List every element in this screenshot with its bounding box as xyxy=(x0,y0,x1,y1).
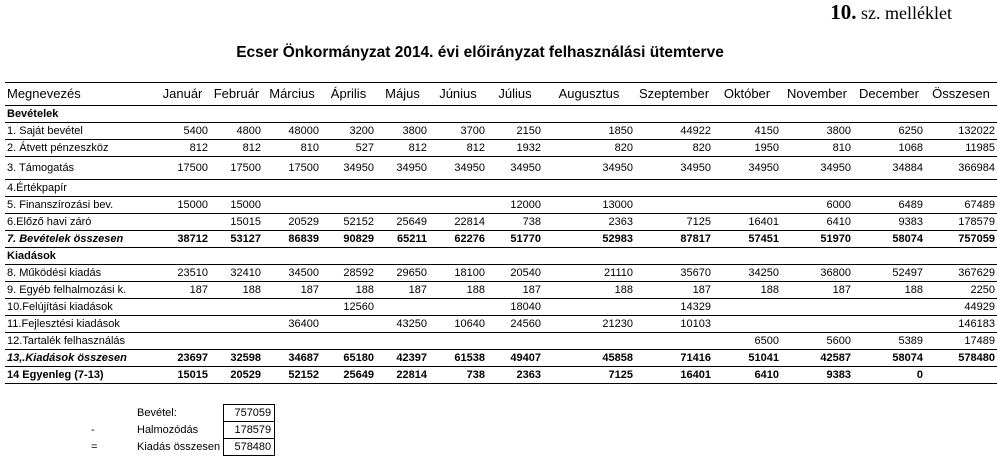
table-cell: 6489 xyxy=(853,197,925,214)
table-row xyxy=(5,123,997,140)
table-cell: 3700 xyxy=(429,123,487,140)
annex-number: 10. xyxy=(830,0,857,24)
table-cell xyxy=(376,248,429,265)
table-cell: 34950 xyxy=(543,157,635,180)
table-cell xyxy=(713,316,781,333)
table-cell: 3800 xyxy=(781,123,853,140)
table-cell: 187 xyxy=(781,282,853,299)
column-header: Július xyxy=(487,83,543,106)
table-cell: 61538 xyxy=(429,350,487,367)
table-cell xyxy=(429,106,487,123)
table-cell: 1950 xyxy=(713,140,781,157)
table-cell: 5389 xyxy=(853,333,925,350)
table-cell xyxy=(376,299,429,316)
table-cell: 812 xyxy=(210,140,263,157)
table-cell: 527 xyxy=(321,140,376,157)
table-cell xyxy=(543,248,635,265)
summary-label: Bevétel: xyxy=(137,407,177,419)
table-cell: 29650 xyxy=(376,265,429,282)
table-cell: 51770 xyxy=(487,231,543,248)
table-cell xyxy=(635,180,713,197)
table-cell: 22814 xyxy=(376,367,429,384)
row-label: 11.Fejlesztési kiadások xyxy=(5,316,155,333)
row-label: 4.Értékpapír xyxy=(5,180,155,197)
table-row xyxy=(5,333,997,350)
table-cell: 812 xyxy=(429,140,487,157)
table-cell: 34687 xyxy=(263,350,321,367)
table-cell: 42397 xyxy=(376,350,429,367)
table-cell xyxy=(155,316,210,333)
table-cell: 23697 xyxy=(155,350,210,367)
table-cell: 44929 xyxy=(925,299,997,316)
table-cell: 21110 xyxy=(543,265,635,282)
table-cell: 16401 xyxy=(713,214,781,231)
table-cell: 367629 xyxy=(925,265,997,282)
table-cell: 188 xyxy=(321,282,376,299)
table-cell xyxy=(263,106,321,123)
table-row xyxy=(5,157,997,180)
summary-value: 578480 xyxy=(224,439,275,456)
budget-table xyxy=(5,82,997,384)
table-cell: 6410 xyxy=(713,367,781,384)
row-label: 7. Bevételek összesen xyxy=(5,231,155,248)
table-cell: 178579 xyxy=(925,214,997,231)
column-header: Március xyxy=(263,83,321,106)
table-cell: 16401 xyxy=(635,367,713,384)
table-cell xyxy=(429,299,487,316)
table-row xyxy=(5,106,997,123)
table-cell: 578480 xyxy=(925,350,997,367)
table-cell xyxy=(155,180,210,197)
summary-label: Kiadás összesen xyxy=(137,441,221,453)
table-cell xyxy=(155,214,210,231)
table-cell: 7125 xyxy=(543,367,635,384)
table-cell: 34950 xyxy=(781,157,853,180)
table-cell: 49407 xyxy=(487,350,543,367)
table-cell: 187 xyxy=(155,282,210,299)
table-cell: 34500 xyxy=(263,265,321,282)
table-cell xyxy=(853,106,925,123)
table-cell xyxy=(853,248,925,265)
table-cell: 25649 xyxy=(321,367,376,384)
table-cell: 188 xyxy=(210,282,263,299)
table-cell: 187 xyxy=(487,282,543,299)
table-cell xyxy=(155,299,210,316)
table-cell xyxy=(635,106,713,123)
table-row xyxy=(5,316,997,333)
table-row xyxy=(5,299,997,316)
table-cell xyxy=(376,106,429,123)
table-cell: 187 xyxy=(376,282,429,299)
table-cell: 188 xyxy=(853,282,925,299)
summary-row xyxy=(88,422,275,439)
table-cell xyxy=(376,197,429,214)
table-cell: 52152 xyxy=(321,214,376,231)
table-cell xyxy=(429,180,487,197)
table-cell xyxy=(925,367,997,384)
table-cell xyxy=(210,333,263,350)
table-cell: 24560 xyxy=(487,316,543,333)
table-cell: 7125 xyxy=(635,214,713,231)
table-cell: 58074 xyxy=(853,350,925,367)
table-cell: 34884 xyxy=(853,157,925,180)
table-cell: 20529 xyxy=(210,367,263,384)
table-cell xyxy=(781,299,853,316)
row-label: 2. Átvett pénzeszköz xyxy=(5,140,155,157)
page-title: Ecser Önkormányzat 2014. évi előirányzat felhasználási ütemterve xyxy=(236,44,724,61)
row-label: 8. Működési kiadás xyxy=(5,265,155,282)
summary-value: 757059 xyxy=(224,405,275,422)
table-cell: 1068 xyxy=(853,140,925,157)
table-cell: 58074 xyxy=(853,231,925,248)
table-cell xyxy=(635,333,713,350)
table-row xyxy=(5,231,997,248)
table-cell: 36400 xyxy=(263,316,321,333)
table-cell: 17500 xyxy=(263,157,321,180)
table-cell: 52983 xyxy=(543,231,635,248)
table-cell: 366984 xyxy=(925,157,997,180)
table-cell: 34950 xyxy=(429,157,487,180)
table-cell xyxy=(210,180,263,197)
table-row xyxy=(5,248,997,265)
table-cell: 6000 xyxy=(781,197,853,214)
table-cell: 32598 xyxy=(210,350,263,367)
table-cell: 51970 xyxy=(781,231,853,248)
table-cell: 146183 xyxy=(925,316,997,333)
table-cell: 34950 xyxy=(376,157,429,180)
table-cell xyxy=(543,106,635,123)
table-cell xyxy=(210,299,263,316)
annex-label xyxy=(830,0,952,25)
table-cell: 32410 xyxy=(210,265,263,282)
table-cell: 4800 xyxy=(210,123,263,140)
table-cell xyxy=(429,197,487,214)
table-cell: 12560 xyxy=(321,299,376,316)
column-header: Szeptember xyxy=(635,83,713,106)
table-cell: 18040 xyxy=(487,299,543,316)
table-cell xyxy=(210,248,263,265)
table-cell: 2363 xyxy=(543,214,635,231)
table-cell: 17500 xyxy=(155,157,210,180)
table-cell: 738 xyxy=(429,367,487,384)
table-cell: 12000 xyxy=(487,197,543,214)
summary-table xyxy=(88,404,275,456)
table-cell: 53127 xyxy=(210,231,263,248)
table-cell: 71416 xyxy=(635,350,713,367)
table-cell: 188 xyxy=(713,282,781,299)
column-header: Október xyxy=(713,83,781,106)
table-cell: 20529 xyxy=(263,214,321,231)
table-cell: 188 xyxy=(429,282,487,299)
table-cell: 52152 xyxy=(263,367,321,384)
table-cell xyxy=(713,106,781,123)
table-cell: 757059 xyxy=(925,231,997,248)
table-row xyxy=(5,265,997,282)
summary-row xyxy=(88,439,275,456)
column-header: November xyxy=(781,83,853,106)
table-cell xyxy=(853,180,925,197)
table-cell xyxy=(925,248,997,265)
table-cell xyxy=(321,248,376,265)
table-cell xyxy=(155,106,210,123)
table-cell: 6500 xyxy=(713,333,781,350)
table-cell: 6410 xyxy=(781,214,853,231)
table-cell xyxy=(487,248,543,265)
table-cell xyxy=(925,106,997,123)
column-header: Június xyxy=(429,83,487,106)
table-cell xyxy=(321,180,376,197)
table-cell: 65211 xyxy=(376,231,429,248)
table-cell xyxy=(487,106,543,123)
table-cell: 38712 xyxy=(155,231,210,248)
table-cell: 820 xyxy=(543,140,635,157)
table-cell: 43250 xyxy=(376,316,429,333)
table-cell: 34950 xyxy=(321,157,376,180)
table-cell xyxy=(487,180,543,197)
row-label: 14 Egyenleg (7-13) xyxy=(5,367,155,384)
table-cell: 187 xyxy=(635,282,713,299)
row-label: Kiadások xyxy=(5,248,155,265)
column-header: Összesen xyxy=(925,83,997,106)
table-cell: 87817 xyxy=(635,231,713,248)
table-cell: 9383 xyxy=(853,214,925,231)
table-cell xyxy=(263,248,321,265)
table-cell: 42587 xyxy=(781,350,853,367)
table-cell: 45858 xyxy=(543,350,635,367)
table-cell: 86839 xyxy=(263,231,321,248)
table-cell xyxy=(543,299,635,316)
table-cell: 22814 xyxy=(429,214,487,231)
table-cell: 35670 xyxy=(635,265,713,282)
table-cell: 34950 xyxy=(635,157,713,180)
table-cell xyxy=(321,333,376,350)
table-body xyxy=(5,106,997,384)
table-cell: 13000 xyxy=(543,197,635,214)
table-cell xyxy=(155,248,210,265)
summary-sign: - xyxy=(91,424,95,436)
table-cell: 1850 xyxy=(543,123,635,140)
table-cell: 132022 xyxy=(925,123,997,140)
table-cell xyxy=(713,180,781,197)
column-header: Január xyxy=(155,83,210,106)
table-cell: 5400 xyxy=(155,123,210,140)
row-label: 13,.Kiadások összesen xyxy=(5,350,155,367)
table-cell: 62276 xyxy=(429,231,487,248)
row-label: 10.Felújítási kiadások xyxy=(5,299,155,316)
table-cell: 25649 xyxy=(376,214,429,231)
table-cell xyxy=(543,333,635,350)
table-cell: 2363 xyxy=(487,367,543,384)
table-cell: 36800 xyxy=(781,265,853,282)
table-cell xyxy=(263,180,321,197)
table-cell: 3800 xyxy=(376,123,429,140)
table-cell: 23510 xyxy=(155,265,210,282)
table-cell: 11985 xyxy=(925,140,997,157)
table-cell xyxy=(925,180,997,197)
row-label: 1. Saját bevétel xyxy=(5,123,155,140)
table-cell: 10103 xyxy=(635,316,713,333)
table-cell xyxy=(543,180,635,197)
table-cell: 15000 xyxy=(210,197,263,214)
summary-label: Halmozódás xyxy=(137,424,199,436)
table-cell: 57451 xyxy=(713,231,781,248)
table-cell: 188 xyxy=(543,282,635,299)
table-cell: 5600 xyxy=(781,333,853,350)
table-cell: 812 xyxy=(155,140,210,157)
summary-row xyxy=(88,405,275,422)
table-cell: 4150 xyxy=(713,123,781,140)
table-cell xyxy=(429,248,487,265)
table-cell: 2250 xyxy=(925,282,997,299)
table-cell: 3200 xyxy=(321,123,376,140)
column-header: Február xyxy=(210,83,263,106)
table-cell xyxy=(376,333,429,350)
table-cell xyxy=(155,333,210,350)
column-header: Április xyxy=(321,83,376,106)
summary-value: 178579 xyxy=(224,422,275,439)
table-cell: 44922 xyxy=(635,123,713,140)
table-cell: 67489 xyxy=(925,197,997,214)
row-label: 12.Tartalék felhasználás xyxy=(5,333,155,350)
table-cell: 15000 xyxy=(155,197,210,214)
table-row xyxy=(5,350,997,367)
table-cell: 34250 xyxy=(713,265,781,282)
row-label: Bevételek xyxy=(5,106,155,123)
table-cell xyxy=(376,180,429,197)
table-cell: 90829 xyxy=(321,231,376,248)
summary-sign xyxy=(88,405,134,422)
table-cell: 18100 xyxy=(429,265,487,282)
table-cell xyxy=(321,197,376,214)
table-cell: 34950 xyxy=(487,157,543,180)
row-label: 6.Előző havi záró xyxy=(5,214,155,231)
table-cell xyxy=(635,248,713,265)
table-cell: 17489 xyxy=(925,333,997,350)
table-cell xyxy=(210,316,263,333)
table-cell: 812 xyxy=(376,140,429,157)
table-cell: 21230 xyxy=(543,316,635,333)
table-cell xyxy=(713,197,781,214)
annex-text: sz. melléklet xyxy=(861,3,952,23)
table-cell: 14329 xyxy=(635,299,713,316)
table-cell: 0 xyxy=(853,367,925,384)
table-cell xyxy=(781,316,853,333)
table-header-row xyxy=(5,83,997,106)
table-cell xyxy=(429,333,487,350)
table-cell xyxy=(263,333,321,350)
table-cell xyxy=(781,248,853,265)
row-label: 9. Egyéb felhalmozási k. xyxy=(5,282,155,299)
table-cell xyxy=(853,299,925,316)
table-cell xyxy=(635,197,713,214)
table-cell: 810 xyxy=(781,140,853,157)
column-header: Megnevezés xyxy=(5,83,155,106)
table-row xyxy=(5,214,997,231)
table-cell xyxy=(263,299,321,316)
table-cell xyxy=(713,299,781,316)
table-cell: 48000 xyxy=(263,123,321,140)
table-cell xyxy=(713,248,781,265)
table-cell: 15015 xyxy=(155,367,210,384)
table-cell: 1932 xyxy=(487,140,543,157)
table-row xyxy=(5,197,997,214)
table-row xyxy=(5,282,997,299)
table-cell: 2150 xyxy=(487,123,543,140)
table-cell xyxy=(487,333,543,350)
table-row xyxy=(5,367,997,384)
table-cell: 6250 xyxy=(853,123,925,140)
table-cell: 15015 xyxy=(210,214,263,231)
table-cell xyxy=(321,316,376,333)
table-cell xyxy=(263,197,321,214)
column-header: Május xyxy=(376,83,429,106)
table-cell: 17500 xyxy=(210,157,263,180)
table-cell: 51041 xyxy=(713,350,781,367)
table-cell: 820 xyxy=(635,140,713,157)
table-cell xyxy=(781,180,853,197)
table-cell: 52497 xyxy=(853,265,925,282)
table-cell xyxy=(781,106,853,123)
table-cell xyxy=(853,316,925,333)
table-cell: 810 xyxy=(263,140,321,157)
table-cell xyxy=(321,106,376,123)
summary-sign: = xyxy=(91,441,98,453)
table-cell: 65180 xyxy=(321,350,376,367)
column-header: December xyxy=(853,83,925,106)
table-cell: 187 xyxy=(263,282,321,299)
table-cell xyxy=(210,106,263,123)
table-cell: 34950 xyxy=(713,157,781,180)
table-cell: 28592 xyxy=(321,265,376,282)
table-row xyxy=(5,140,997,157)
row-label: 3. Támogatás xyxy=(5,157,155,180)
table-cell: 738 xyxy=(487,214,543,231)
row-label: 5. Finanszírozási bev. xyxy=(5,197,155,214)
table-cell: 9383 xyxy=(781,367,853,384)
table-row xyxy=(5,180,997,197)
table-cell: 10640 xyxy=(429,316,487,333)
table-cell: 20540 xyxy=(487,265,543,282)
column-header: Augusztus xyxy=(543,83,635,106)
